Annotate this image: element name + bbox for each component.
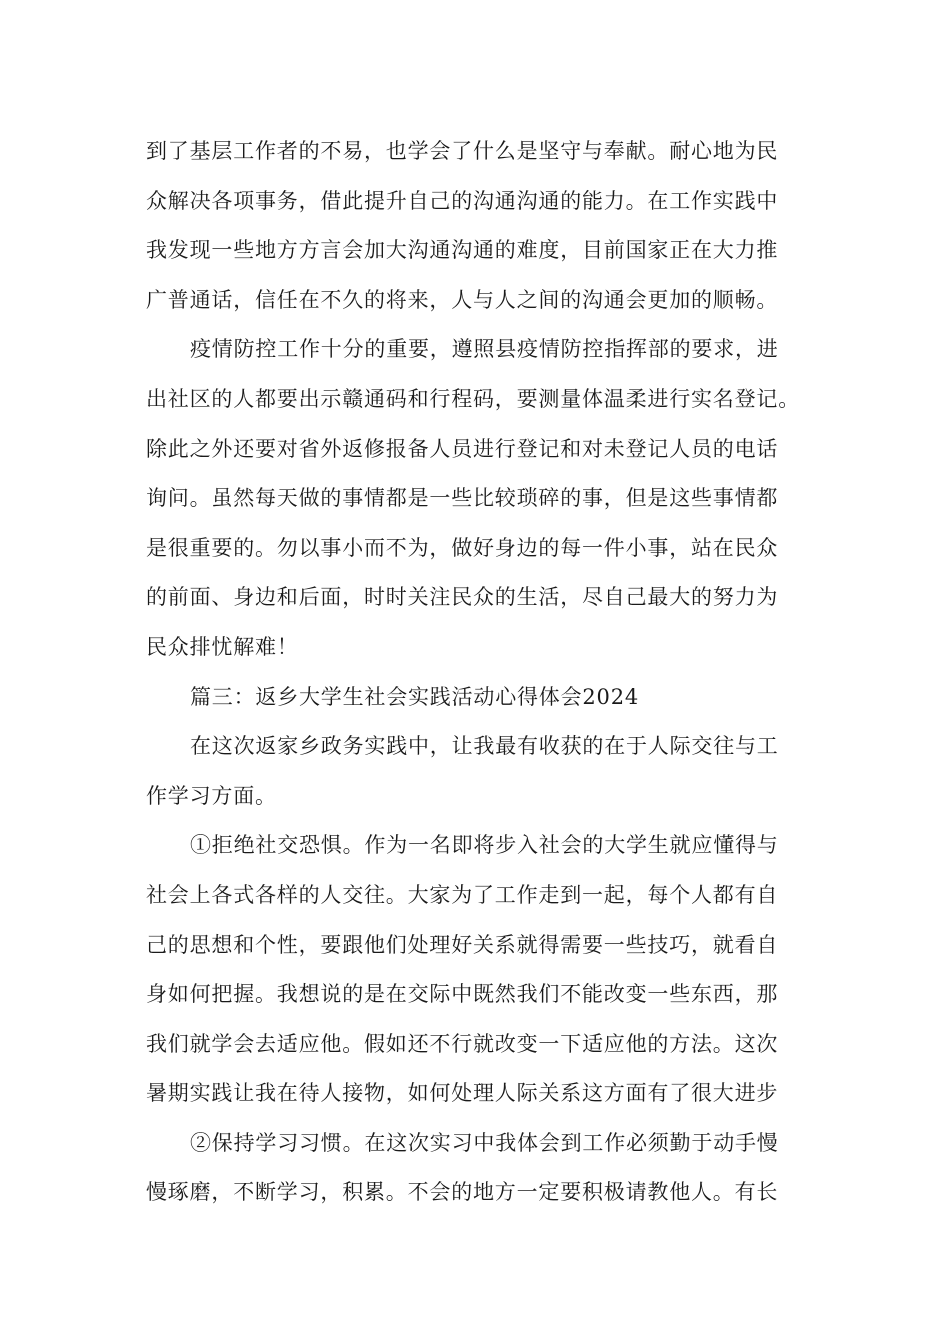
section-heading <box>146 673 811 723</box>
text-line: 询问。虽然每天做的事情都是一些比较琐碎的事，但是这些事情都 <box>146 486 779 511</box>
text-line: 疫情防控工作十分的重要，遵照县疫情防控指挥部的要求，进 <box>190 337 779 362</box>
text-line: 出社区的人都要出示赣通码和行程码，要测量体温柔进行实名登记。 <box>146 386 800 411</box>
paragraph-continuation <box>146 127 811 325</box>
text-line: 众解决各项事务，借此提升自己的沟通沟通的能力。在工作实践中 <box>146 188 779 213</box>
text-line: 慢琢磨，不断学习，积累。不会的地方一定要积极请教他人。有长 <box>146 1180 779 1205</box>
text-line: 广普通话，信任在不久的将来，人与人之间的沟通会更加的顺畅。 <box>146 287 779 312</box>
text-line: 己的思想和个性，要跟他们处理好关系就得需要一些技巧，就看自 <box>146 932 779 957</box>
paragraph-point-1 <box>146 821 811 1119</box>
text-line: 的前面、身边和后面，时时关注民众的生活，尽自己最大的努力为 <box>146 585 779 610</box>
text-line: 除此之外还要对省外返修报备人员进行登记和对未登记人员的电话 <box>146 436 779 461</box>
text-line: 是很重要的。勿以事小而不为，做好身边的每一件小事，站在民众 <box>146 535 779 560</box>
paragraph-epidemic-control <box>146 325 811 672</box>
text-line: 民众排忧解难！ <box>146 634 299 659</box>
text-line: ①拒绝社交恐惧。作为一名即将步入社会的大学生就应懂得与 <box>190 833 779 858</box>
text-line: 我们就学会去适应他。假如还不行就改变一下适应他的方法。这次 <box>146 1031 779 1056</box>
text-line: 暑期实践让我在待人接物，如何处理人际关系这方面有了很大进步 <box>146 1081 779 1106</box>
text-line: 我发现一些地方方言会加大沟通沟通的难度，目前国家正在大力推 <box>146 238 779 263</box>
paragraph-point-2 <box>146 1119 811 1218</box>
document-body <box>146 127 811 1218</box>
text-line: 社会上各式各样的人交往。大家为了工作走到一起，每个人都有自 <box>146 882 779 907</box>
text-line: 在这次返家乡政务实践中，让我最有收获的在于人际交往与工 <box>190 734 779 759</box>
text-line: ②保持学习习惯。在这次实习中我体会到工作必须勤于动手慢 <box>190 1130 779 1155</box>
text-line: 到了基层工作者的不易，也学会了什么是坚守与奉献。耐心地为民 <box>146 139 779 163</box>
section-title: 篇三：返乡大学生社会实践活动心得体会2024 <box>190 684 640 709</box>
text-line: 身如何把握。我想说的是在交际中既然我们不能改变一些东西，那 <box>146 982 779 1007</box>
text-line: 作学习方面。 <box>146 783 277 808</box>
paragraph-intro <box>146 722 811 821</box>
